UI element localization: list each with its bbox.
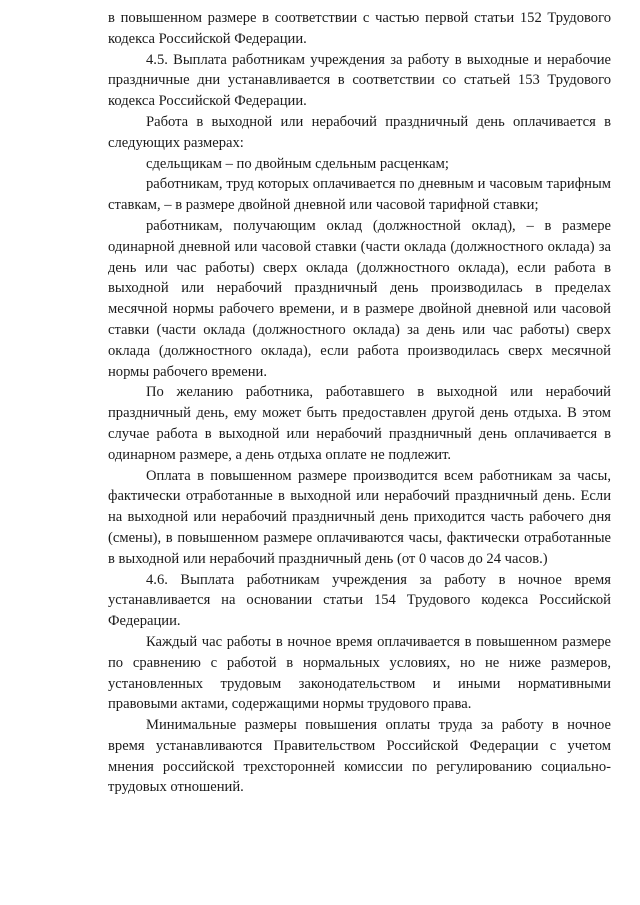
paragraph-tariff-workers: работникам, труд которых оплачивается по дневным и часовым тарифным ставкам, – в размере двойной дневной или часовой тарифной ставки;: [108, 176, 611, 214]
paragraph-4-5: 4.5. Выплата работникам учреждения за работу в выходные и нерабочие праздничные дни устанавливается в соответствии со статьей 153 Трудового кодекса Российской Федерации.: [108, 51, 611, 110]
paragraph-piece-workers: сдельщикам – по двойным сдельным расценкам;: [146, 155, 449, 172]
paragraph-payment-rates-intro: Работа в выходной или нерабочий праздничный день оплачивается в следующих размерах:: [108, 113, 611, 151]
paragraph-salaried-workers: работникам, получающим оклад (должностной оклад), – в размере одинарной дневной или часовой ставки (части оклада (должностного оклада) за день или час работы) сверх оклада (должностного оклада), если работа в выходной или нерабочий праздничный день производилась в пределах месячной нормы рабочего времени, и в размере двойной дневной или часовой ставки (части оклада (должностного оклада) за день или час работы) сверх оклада (должностного оклада), если работа производилась сверх месячной нормы рабочего времени.: [108, 217, 611, 380]
paragraph-4-6: 4.6. Выплата работникам учреждения за работу в ночное время устанавливается на основании статьи 154 Трудового кодекса Российской Федерации.: [108, 571, 611, 630]
paragraph-continuation: в повышенном размере в соответствии с частью первой статьи 152 Трудового кодекса Российской Федерации.: [108, 10, 611, 47]
paragraph-increased-pay-hours: Оплата в повышенном размере производится всем работникам за часы, фактически отработанные в выходной или нерабочий праздничный день. Если на выходной или нерабочий праздничный день приходится часть рабочего дня (смены), в повышенном размере оплачиваются часы, фактически отработанные в выходной или нерабочий праздничный день (от 0 часов до 24 часов.): [108, 467, 611, 567]
paragraph-night-hours-pay: Каждый час работы в ночное время оплачивается в повышенном размере по сравнению с работой в нормальных условиях, но не ниже размеров, установленных трудовым законодательством и иными нормативными правовыми актами, содержащими нормы трудового права.: [108, 633, 611, 713]
document-body: [108, 8, 611, 798]
paragraph-day-off-option: По желанию работника, работавшего в выходной или нерабочий праздничный день, ему может быть предоставлен другой день отдыха. В этом случае работа в выходной или нерабочий праздничный день оплачивается в одинарном размере, а день отдыха оплате не подлежит.: [108, 384, 611, 463]
paragraph-minimum-night-increase: Минимальные размеры повышения оплаты труда за работу в ночное время устанавливаются Правительством Российской Федерации с учетом мнения российской трехсторонней комиссии по регулированию социально-трудовых отношений.: [108, 717, 611, 796]
